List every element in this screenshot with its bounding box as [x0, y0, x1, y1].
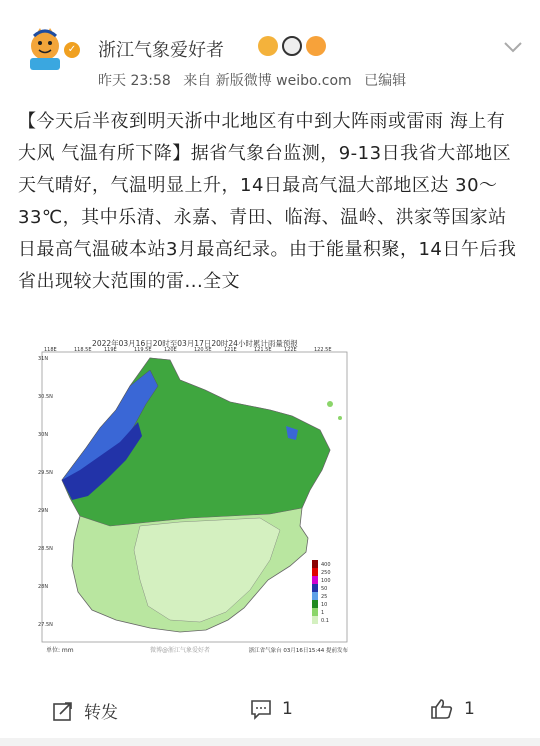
map-unit: 单位: mm [46, 647, 74, 654]
chevron-down-icon[interactable] [502, 36, 524, 58]
svg-text:30N: 30N [38, 432, 49, 438]
author-name[interactable]: 浙江气象爱好者 [98, 40, 224, 61]
svg-text:120.5E: 120.5E [194, 347, 212, 353]
comment-icon [250, 698, 272, 720]
svg-text:118E: 118E [44, 347, 57, 353]
svg-text:28N: 28N [38, 584, 49, 590]
comment-count: 1 [282, 699, 293, 719]
svg-text:31N: 31N [38, 356, 49, 362]
fish-badge-icon [306, 36, 326, 56]
map-title: 2022年03月16日20时至03月17日20时24小时累计雨量预报 [92, 339, 298, 348]
svg-text:28.5N: 28.5N [38, 546, 53, 552]
svg-text:30.5N: 30.5N [38, 394, 53, 400]
crown-badge-icon [258, 36, 278, 56]
svg-text:119E: 119E [104, 347, 117, 353]
post-text: 【今天后半夜到明天浙中北地区有中到大阵雨或雷雨 海上有大风 气温有所下降】据省气象台监测，9-13日我省大部地区天气晴好，气温明显上升，14日最高气温大部地区达 30～33℃，其中乐清、永嘉、青田、临海、温岭、洪家等国家站日最高气温破本站3月最高纪录。由于能量积聚，14日午后我省出现较大范围的雷...全文 [18, 111, 517, 292]
post-header [0, 0, 540, 100]
svg-text:1: 1 [321, 610, 325, 616]
divider [0, 738, 540, 746]
post-meta [98, 70, 414, 90]
panda-badge-icon [282, 36, 302, 56]
svg-text:50: 50 [321, 586, 328, 592]
forward-label: 转发 [84, 703, 118, 723]
edited-label[interactable]: 已编辑 [364, 73, 407, 89]
thumbs-up-icon [430, 698, 454, 720]
rainfall-map-image[interactable] [30, 330, 360, 667]
svg-text:400: 400 [321, 562, 331, 568]
user-badges [258, 36, 326, 56]
svg-text:119.5E: 119.5E [134, 347, 152, 353]
svg-text:100: 100 [321, 578, 331, 584]
map-watermark: 微博@浙江气象爱好者 [150, 647, 211, 654]
like-count: 1 [464, 699, 475, 719]
forward-button[interactable] [52, 698, 118, 723]
rainfall-map [30, 330, 360, 667]
like-button[interactable] [430, 698, 475, 720]
svg-text:122E: 122E [284, 347, 297, 353]
post-time: 昨天 23:58 [98, 73, 171, 89]
svg-text:121E: 121E [224, 347, 237, 353]
svg-text:25: 25 [321, 594, 328, 600]
svg-text:120E: 120E [164, 347, 177, 353]
action-bar [0, 686, 540, 736]
svg-text:0.1: 0.1 [321, 618, 329, 624]
svg-text:29.5N: 29.5N [38, 470, 53, 476]
verified-badge-icon: ✓ [62, 40, 82, 60]
svg-text:122.5E: 122.5E [314, 347, 332, 353]
svg-text:27.5N: 27.5N [38, 622, 53, 628]
svg-text:250: 250 [321, 570, 331, 576]
map-issuer: 浙江省气象台 03月16日15:44 提前发布 [248, 648, 348, 654]
post-source[interactable]: 来自 新版微博 weibo.com [183, 73, 352, 89]
svg-text:10: 10 [321, 602, 328, 608]
svg-text:29N: 29N [38, 508, 49, 514]
comment-button[interactable] [250, 698, 293, 720]
svg-text:118.5E: 118.5E [74, 347, 92, 353]
share-icon [52, 700, 74, 722]
svg-text:121.5E: 121.5E [254, 347, 272, 353]
